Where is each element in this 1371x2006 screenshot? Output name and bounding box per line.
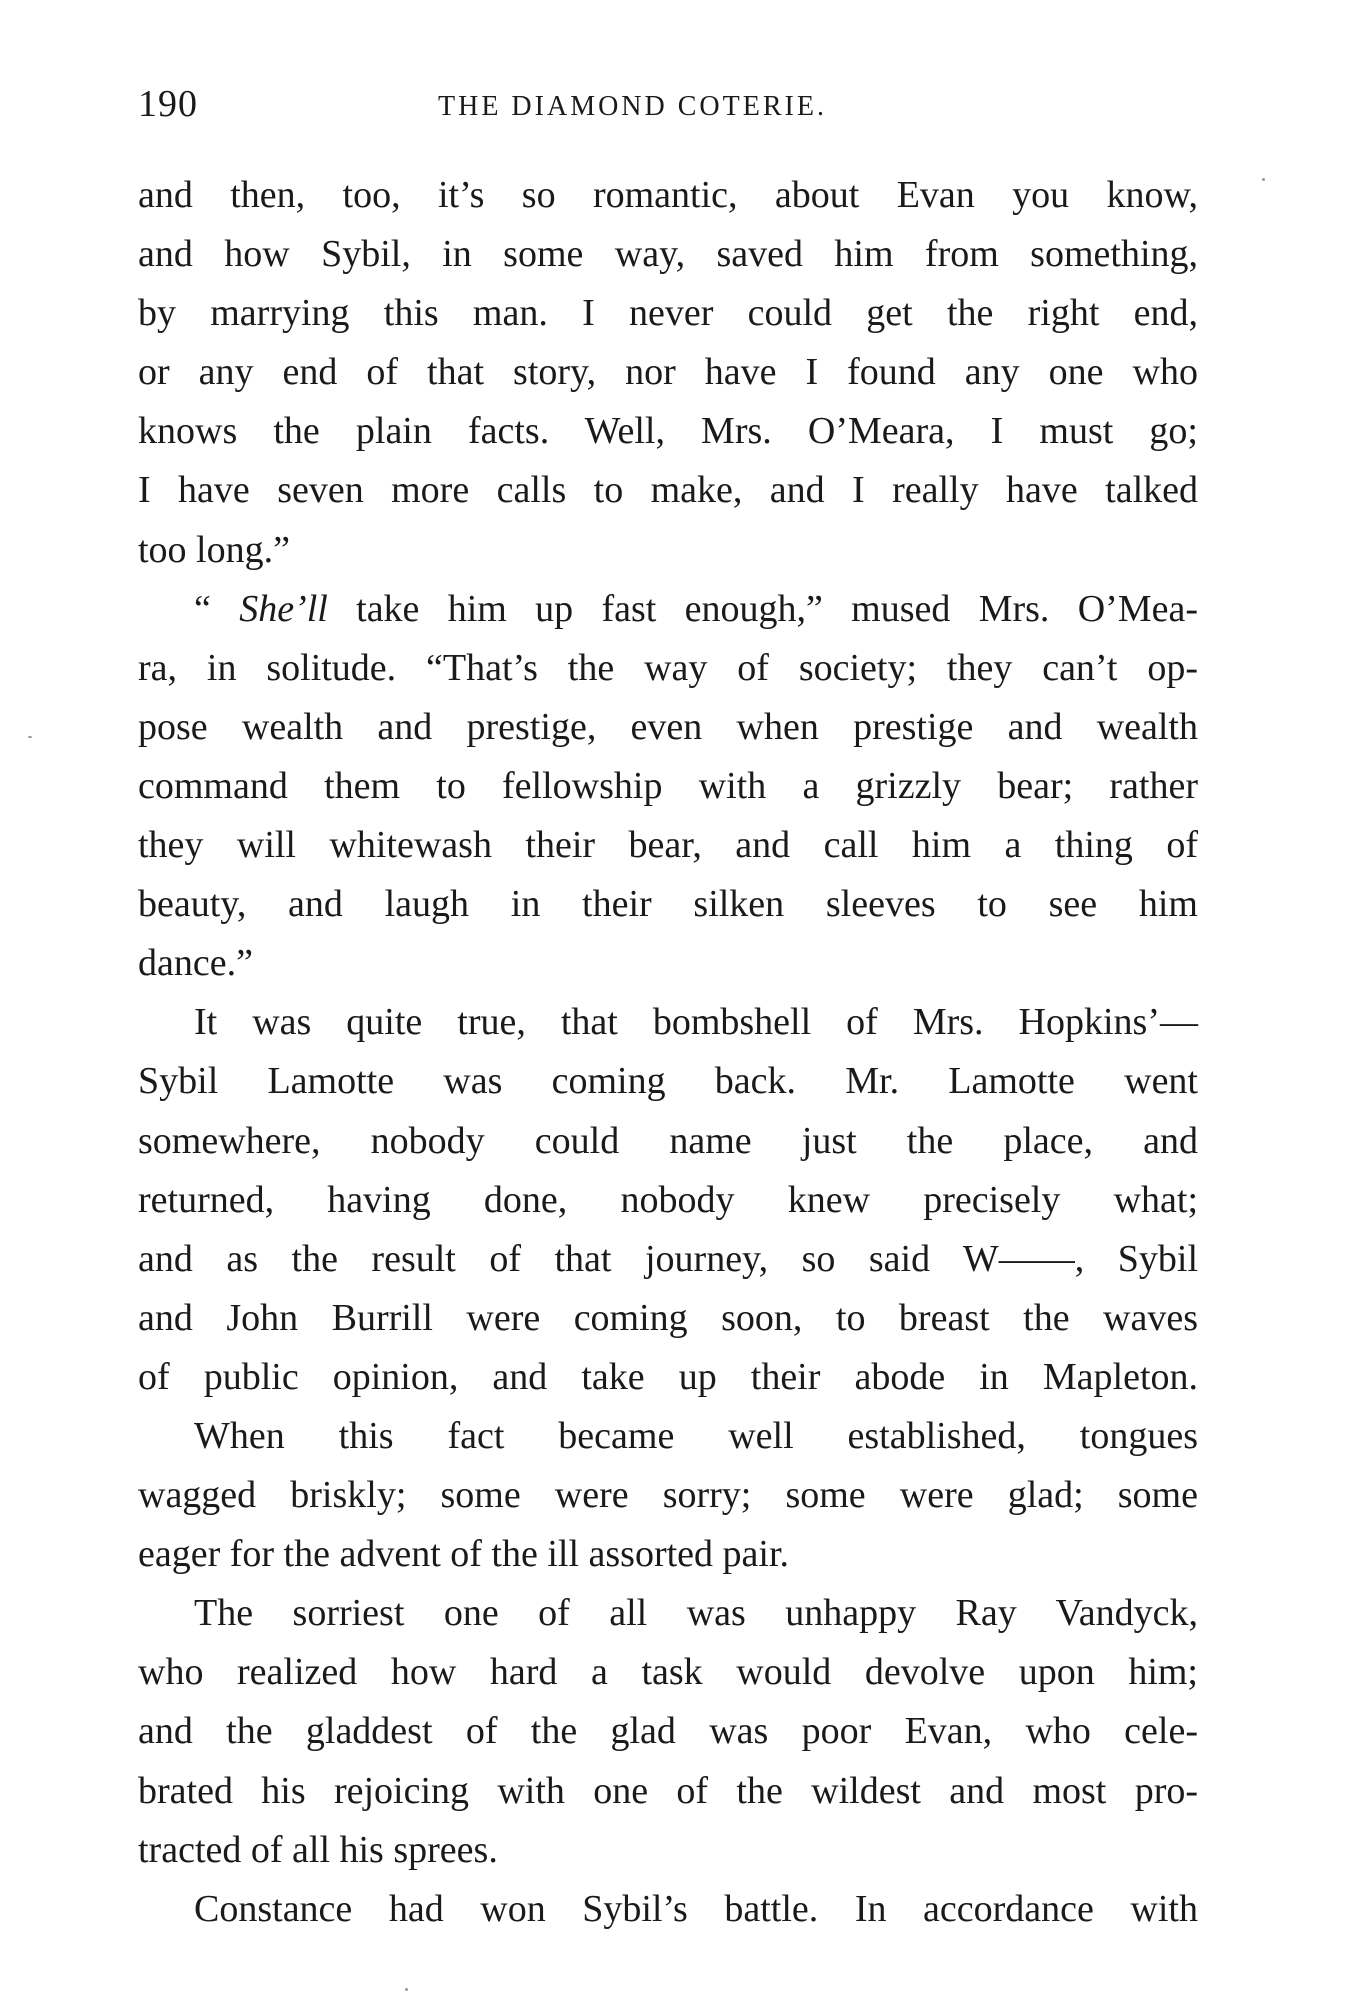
text-line: who realized how hard a task would devolve upon him; [138,1651,1198,1694]
text-line: wagged briskly; some were sorry; some were glad; some [138,1474,1198,1517]
italic-emphasis: She’ll [239,587,328,630]
text-line: by marrying this man. I never could get the right end, [138,292,1198,335]
text-line: and as the result of that journey, so said W——, Sybil [138,1237,1198,1280]
text-line: ra, in solitude. “That’s the way of society; they can’t op- [138,646,1198,689]
scan-speck [405,1988,408,1991]
text-line: The sorriest one of all was unhappy Ray Vandyck, [194,1592,1198,1635]
paragraph [138,1407,1198,1584]
text-line: pose wealth and prestige, even when prestige and wealth [138,705,1198,748]
text-line: and then, too, it’s so romantic, about Evan you know, [138,174,1198,216]
text-line: eager for the advent of the ill assorted pair. [138,1533,790,1576]
text-line: dance.” [138,942,253,985]
text-line: brated his rejoicing with one of the wildest and most pro- [138,1769,1198,1812]
text-line: returned, having done, nobody knew precisely what; [138,1178,1198,1221]
text-line: I have seven more calls to make, and I really have talked [138,469,1198,512]
text-line: command them to fellowship with a grizzly bear; rather [138,764,1198,807]
body-text [138,166,1198,1939]
paragraph [138,580,1198,994]
page-number: 190 [138,83,198,125]
running-title: THE DIAMOND COTERIE. [438,91,827,122]
page-header [138,82,1198,128]
text-line: When this fact became well established, tongues [194,1414,1198,1457]
text-line: somewhere, nobody could name just the place, and [138,1119,1198,1162]
text-line: beauty, and laugh in their silken sleeves to see him [138,883,1198,926]
open-quote: “ [194,587,240,630]
paragraph [138,166,1198,580]
text-line: and how Sybil, in some way, saved him from something, [138,233,1198,276]
text-line: It was quite true, that bombshell of Mrs. Hopkins’— [194,1001,1198,1044]
text-line: and John Burrill were coming soon, to breast the waves [138,1296,1198,1339]
text-line: knows the plain facts. Well, Mrs. O’Meara, I must go; [138,410,1198,453]
scan-speck [1262,178,1265,181]
text-line: they will whitewash their bear, and call him a thing of [138,824,1198,867]
line-remainder: take him up fast enough,” mused Mrs. O’Mea- [327,587,1199,630]
text-line: tracted of all his sprees. [138,1828,498,1871]
text-line: and the gladdest of the glad was poor Evan, who cele- [138,1710,1198,1753]
text-line [138,580,1198,639]
text-line: Constance had won Sybil’s battle. In accordance with [194,1887,1198,1930]
scan-speck [28,736,32,738]
paragraph [138,1880,1198,1939]
paragraph [138,993,1198,1407]
text-line: too long.” [138,528,290,571]
text-line: Sybil Lamotte was coming back. Mr. Lamotte went [138,1060,1198,1103]
text-line: or any end of that story, nor have I found any one who [138,351,1198,394]
paragraph [138,1584,1198,1879]
text-line: of public opinion, and take up their abode in Mapleton. [138,1355,1198,1398]
